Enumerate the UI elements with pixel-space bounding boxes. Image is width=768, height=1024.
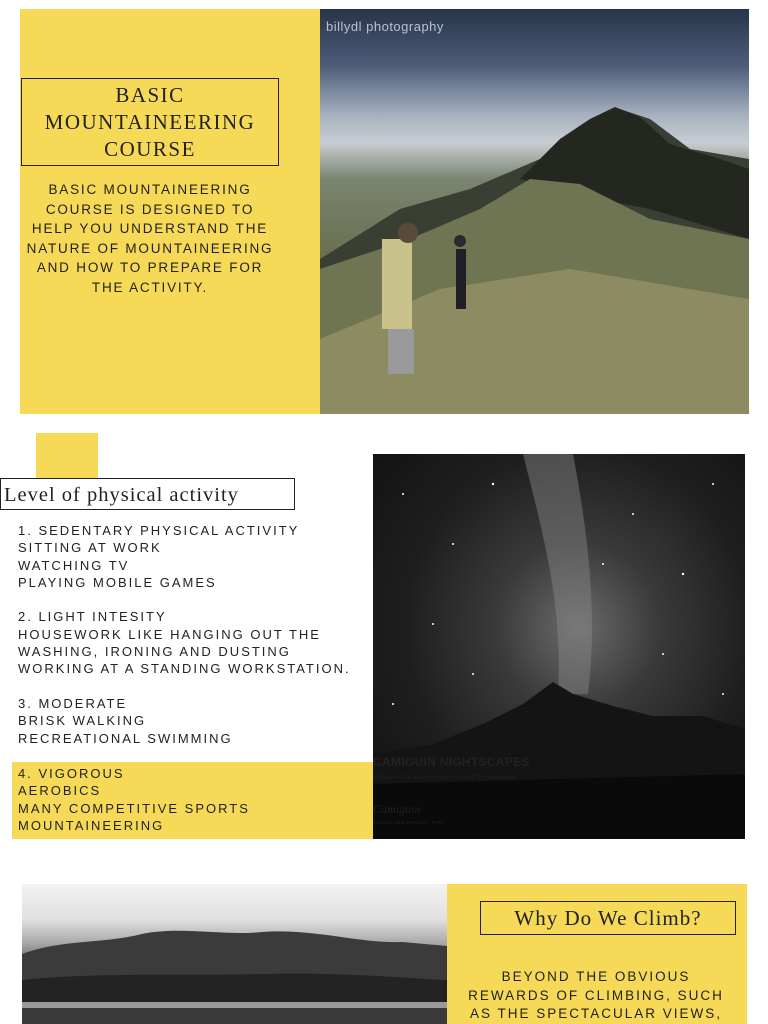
mountain-landscape-illustration [320,9,749,414]
camiguin-logo: Camiguin [373,802,421,816]
level-line: MANY COMPETITIVE SPORTS [18,800,250,816]
photo-caption-title: CAMIGUIN NIGHTSCAPES [373,755,530,769]
course-title-box [21,78,279,166]
photo-caption-subtitle: Discover the universe surrounded by volcanoes [373,772,516,781]
level-line: WASHING, IRONING AND DUSTING [18,644,291,660]
mountain-hikers-photo [320,9,749,414]
activity-level-vigorous [18,765,250,834]
foggy-lake-photo [22,884,447,1024]
course-description: BASIC MOUNTAINEERING COURSE IS DESIGNED TO HELP YOU UNDERSTAND THE NATURE OF MOUNTAINEERING AND HOW TO PREPARE FOR THE ACTIVITY. [26,182,274,295]
activity-level [18,608,368,677]
why-climb-heading: Why Do We Climb? [480,901,736,935]
level-line: SITTING AT WORK [18,540,162,556]
night-sky-illustration [373,454,745,839]
activity-levels-heading: Level of physical activity [0,478,295,510]
level-line: RECREATIONAL SWIMMING [18,730,233,746]
decorative-square [36,433,98,479]
level-line: 3. MODERATE [18,695,128,711]
activity-levels-list [18,522,368,764]
level-line: PLAYING MOBILE GAMES [18,574,217,590]
course-title-line: COURSE [104,136,196,161]
course-title-line: BASIC [115,82,185,107]
activity-level [18,695,368,747]
why-climb-body: BEYOND THE OBVIOUS REWARDS OF CLIMBING, SUCH AS THE SPECTACULAR VIEWS, [468,969,724,1021]
level-line: HOUSEWORK LIKE HANGING OUT THE [18,626,321,642]
level-line: BRISK WALKING [18,713,147,729]
level-line: 2. LIGHT INTESITY [18,609,167,625]
level-line: WATCHING TV [18,557,130,573]
level-line: WORKING AT A STANDING WORKSTATION. [18,661,351,677]
photo-watermark: billydl photography [326,19,444,34]
level-line: 1. SEDENTARY PHYSICAL ACTIVITY [18,523,300,538]
level-line: 4. VIGOROUS [18,766,125,781]
foggy-lake-illustration [22,884,447,1024]
night-sky-photo [373,454,745,839]
course-title-line: MOUNTAINEERING [44,109,256,134]
activity-level [18,522,368,591]
level-line: AEROBICS [18,783,102,799]
camiguin-logo-tagline: THE ISLAND BORN OF FIRE [373,820,445,825]
level-line: MOUNTAINEERING [18,817,165,833]
